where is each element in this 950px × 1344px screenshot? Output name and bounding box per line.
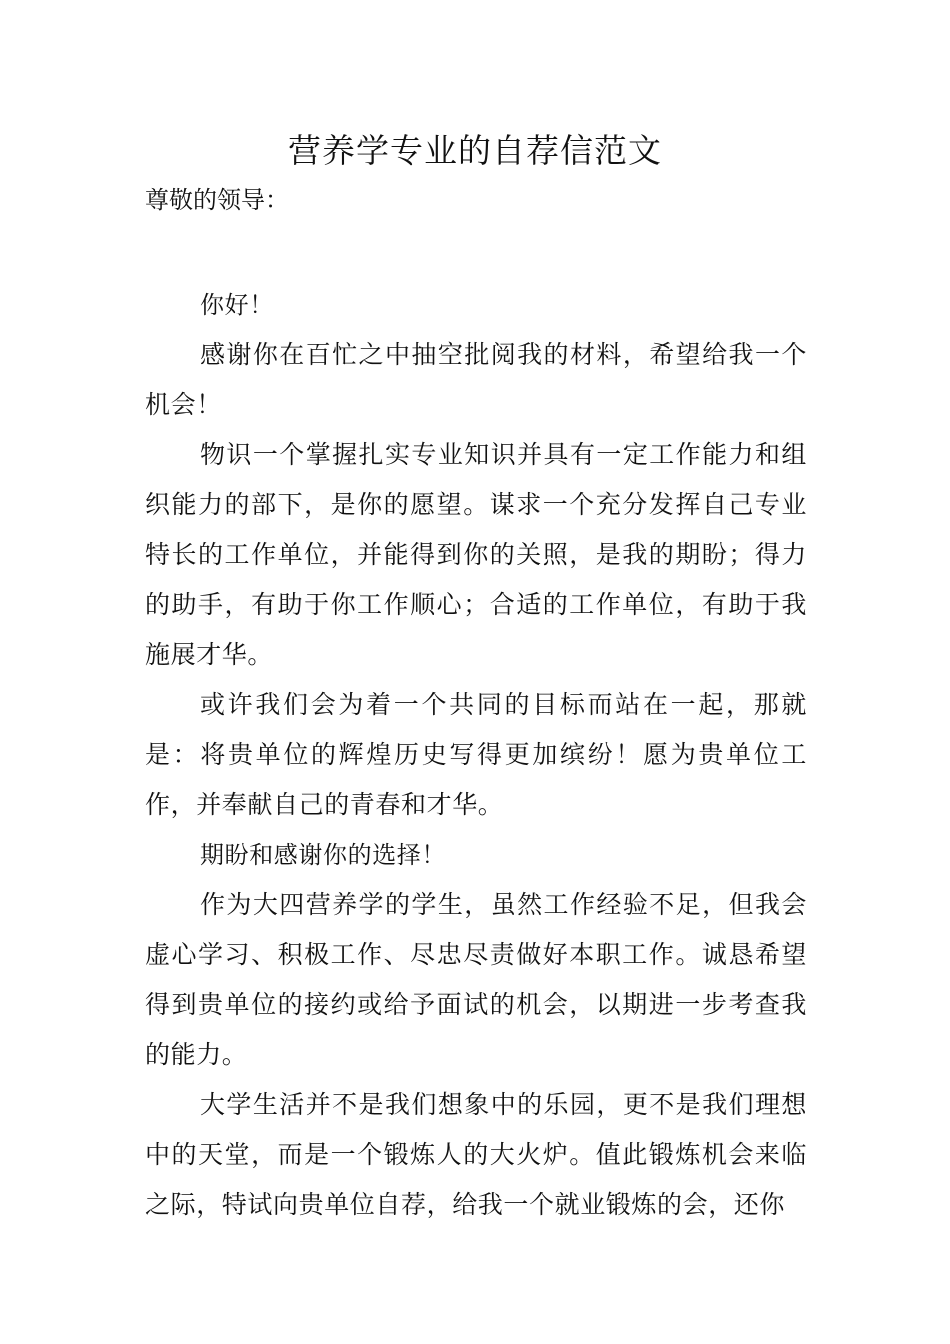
body-paragraph: 物识一个掌握扎实专业知识并具有一定工作能力和组织能力的部下，是你的愿望。谋求一个充分发挥自己专业特长的工作单位，并能得到你的关照，是我的期盼；得力的助手，有助于你工作顺心；合适的工作单位，有助于我施展才华。 (145, 440, 807, 669)
body-paragraph: 作为大四营养学的学生，虽然工作经验不足，但我会虚心学习、积极工作、尽忠尽责做好本职工作。诚恳希望得到贵单位的接约或给予面试的机会，以期进一步考查我的能力。 (145, 890, 807, 1069)
letter-body (145, 280, 807, 1230)
body-paragraph: 大学生活并不是我们想象中的乐园，更不是我们理想中的天堂，而是一个锻炼人的大火炉。值此锻炼机会来临之际，特试向贵单位自荐，给我一个就业锻炼的会，还你 (145, 1090, 807, 1219)
body-paragraph: 期盼和感谢你的选择！ (200, 841, 446, 869)
greeting-paragraph: 你好！ (200, 291, 274, 319)
body-paragraph: 感谢你在百忙之中抽空批阅我的材料，希望给我一个机会！ (145, 340, 807, 419)
document-title: 营养学专业的自荐信范文 (288, 131, 662, 170)
salutation: 尊敬的领导： (145, 186, 289, 214)
body-paragraph: 或许我们会为着一个共同的目标而站在一起，那就是：将贵单位的辉煌历史写得更加缤纷！愿为贵单位工作，并奉献自己的青春和才华。 (145, 690, 807, 819)
